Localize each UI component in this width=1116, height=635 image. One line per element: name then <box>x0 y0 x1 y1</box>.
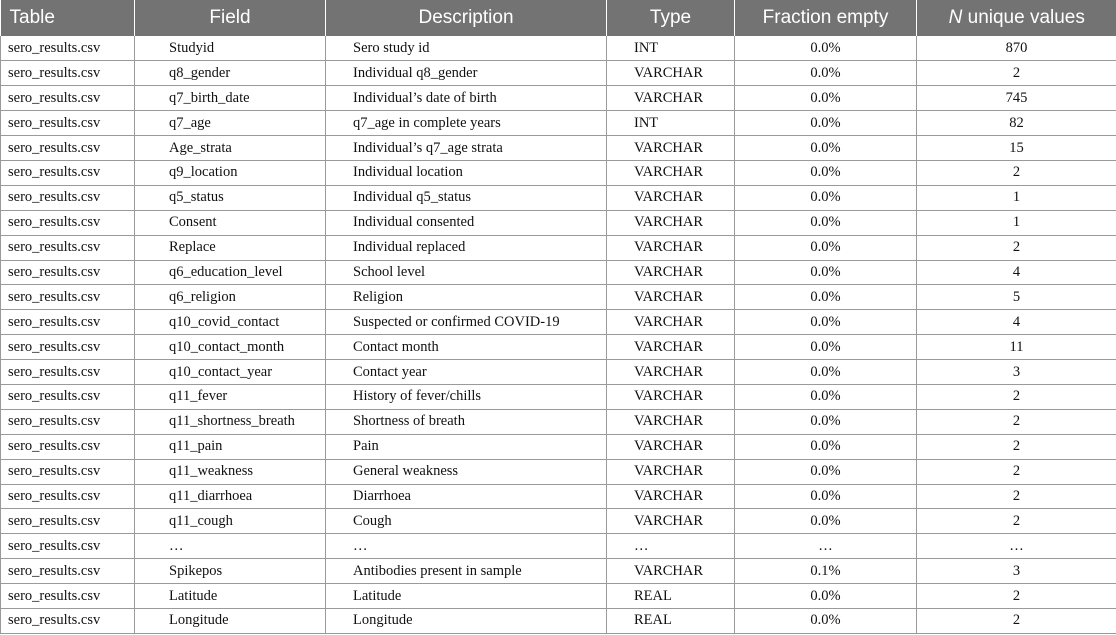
table-row <box>1 409 1116 434</box>
cell-type: VARCHAR <box>607 409 735 434</box>
header-table: Table <box>1 0 135 36</box>
cell-table-name: sero_results.csv <box>1 459 135 484</box>
table-row <box>1 534 1116 559</box>
table-row <box>1 136 1116 161</box>
cell-n-unique: 2 <box>917 484 1116 509</box>
cell-type: INT <box>607 36 735 61</box>
cell-type: VARCHAR <box>607 384 735 409</box>
cell-field: Latitude <box>135 584 326 609</box>
cell-table-name: sero_results.csv <box>1 484 135 509</box>
cell-type: VARCHAR <box>607 360 735 385</box>
cell-fraction-empty: 0.0% <box>735 459 917 484</box>
cell-table-name: sero_results.csv <box>1 384 135 409</box>
cell-n-unique: 2 <box>917 509 1116 534</box>
cell-table-name: sero_results.csv <box>1 260 135 285</box>
cell-fraction-empty: 0.0% <box>735 185 917 210</box>
cell-n-unique: 2 <box>917 160 1116 185</box>
cell-n-unique: 15 <box>917 136 1116 161</box>
cell-field: q10_contact_year <box>135 360 326 385</box>
cell-description: Individual consented <box>326 210 607 235</box>
table-row <box>1 434 1116 459</box>
cell-table-name: sero_results.csv <box>1 608 135 633</box>
cell-n-unique: 3 <box>917 559 1116 584</box>
cell-fraction-empty: 0.0% <box>735 260 917 285</box>
cell-type: VARCHAR <box>607 185 735 210</box>
cell-n-unique: 2 <box>917 61 1116 86</box>
cell-n-unique: 870 <box>917 36 1116 61</box>
cell-field: q6_education_level <box>135 260 326 285</box>
cell-fraction-empty: 0.0% <box>735 608 917 633</box>
cell-type: VARCHAR <box>607 310 735 335</box>
cell-description: History of fever/chills <box>326 384 607 409</box>
cell-n-unique: 2 <box>917 384 1116 409</box>
cell-fraction-empty: 0.0% <box>735 484 917 509</box>
cell-type: VARCHAR <box>607 136 735 161</box>
header-n-letter: N <box>948 7 963 28</box>
cell-description: Sero study id <box>326 36 607 61</box>
cell-field: q11_diarrhoea <box>135 484 326 509</box>
cell-fraction-empty: 0.0% <box>735 384 917 409</box>
cell-field: q11_pain <box>135 434 326 459</box>
cell-fraction-empty: … <box>735 534 917 559</box>
cell-type: VARCHAR <box>607 235 735 260</box>
header-type: Type <box>607 0 735 36</box>
cell-table-name: sero_results.csv <box>1 86 135 111</box>
table-row <box>1 260 1116 285</box>
cell-description: Shortness of breath <box>326 409 607 434</box>
cell-type: VARCHAR <box>607 210 735 235</box>
cell-n-unique: 2 <box>917 409 1116 434</box>
table-row <box>1 608 1116 633</box>
cell-fraction-empty: 0.1% <box>735 559 917 584</box>
cell-type: VARCHAR <box>607 459 735 484</box>
cell-type: VARCHAR <box>607 285 735 310</box>
cell-table-name: sero_results.csv <box>1 61 135 86</box>
cell-fraction-empty: 0.0% <box>735 360 917 385</box>
cell-fraction-empty: 0.0% <box>735 235 917 260</box>
cell-description: School level <box>326 260 607 285</box>
table-row <box>1 360 1116 385</box>
cell-type: VARCHAR <box>607 434 735 459</box>
cell-field: q11_cough <box>135 509 326 534</box>
cell-field: Spikepos <box>135 559 326 584</box>
cell-table-name: sero_results.csv <box>1 136 135 161</box>
cell-fraction-empty: 0.0% <box>735 36 917 61</box>
cell-field: q10_contact_month <box>135 335 326 360</box>
table-row <box>1 459 1116 484</box>
cell-description: Individual’s q7_age strata <box>326 136 607 161</box>
cell-fraction-empty: 0.0% <box>735 509 917 534</box>
cell-n-unique: 2 <box>917 434 1116 459</box>
cell-field: q6_religion <box>135 285 326 310</box>
cell-n-unique: 1 <box>917 185 1116 210</box>
cell-n-unique: 5 <box>917 285 1116 310</box>
cell-description: Cough <box>326 509 607 534</box>
cell-description: General weakness <box>326 459 607 484</box>
table-row <box>1 111 1116 136</box>
cell-field: … <box>135 534 326 559</box>
cell-field: q8_gender <box>135 61 326 86</box>
table-header <box>1 0 1116 36</box>
cell-field: q9_location <box>135 160 326 185</box>
cell-fraction-empty: 0.0% <box>735 86 917 111</box>
table-row <box>1 210 1116 235</box>
cell-table-name: sero_results.csv <box>1 509 135 534</box>
header-unique-values-text: unique values <box>962 7 1085 28</box>
cell-type: VARCHAR <box>607 559 735 584</box>
cell-table-name: sero_results.csv <box>1 160 135 185</box>
cell-table-name: sero_results.csv <box>1 310 135 335</box>
cell-table-name: sero_results.csv <box>1 434 135 459</box>
cell-fraction-empty: 0.0% <box>735 310 917 335</box>
cell-table-name: sero_results.csv <box>1 335 135 360</box>
header-description: Description <box>326 0 607 36</box>
table-body <box>1 36 1116 633</box>
cell-type: … <box>607 534 735 559</box>
cell-description: Suspected or confirmed COVID-19 <box>326 310 607 335</box>
cell-type: VARCHAR <box>607 61 735 86</box>
cell-field: q7_birth_date <box>135 86 326 111</box>
table-row <box>1 310 1116 335</box>
cell-fraction-empty: 0.0% <box>735 111 917 136</box>
cell-table-name: sero_results.csv <box>1 409 135 434</box>
cell-table-name: sero_results.csv <box>1 285 135 310</box>
table-row <box>1 36 1116 61</box>
cell-type: INT <box>607 111 735 136</box>
cell-table-name: sero_results.csv <box>1 584 135 609</box>
cell-description: Religion <box>326 285 607 310</box>
cell-table-name: sero_results.csv <box>1 534 135 559</box>
cell-fraction-empty: 0.0% <box>735 409 917 434</box>
cell-description: Longitude <box>326 608 607 633</box>
cell-field: Studyid <box>135 36 326 61</box>
cell-field: Consent <box>135 210 326 235</box>
cell-description: … <box>326 534 607 559</box>
cell-field: q5_status <box>135 185 326 210</box>
cell-field: Longitude <box>135 608 326 633</box>
cell-n-unique: 1 <box>917 210 1116 235</box>
cell-field: q10_covid_contact <box>135 310 326 335</box>
cell-field: q7_age <box>135 111 326 136</box>
cell-description: Individual location <box>326 160 607 185</box>
cell-fraction-empty: 0.0% <box>735 335 917 360</box>
cell-type: VARCHAR <box>607 335 735 360</box>
cell-n-unique: 3 <box>917 360 1116 385</box>
cell-n-unique: … <box>917 534 1116 559</box>
table-row <box>1 61 1116 86</box>
cell-table-name: sero_results.csv <box>1 210 135 235</box>
cell-description: Individual’s date of birth <box>326 86 607 111</box>
cell-table-name: sero_results.csv <box>1 235 135 260</box>
cell-description: Individual replaced <box>326 235 607 260</box>
cell-description: Individual q5_status <box>326 185 607 210</box>
table-row <box>1 384 1116 409</box>
cell-n-unique: 4 <box>917 260 1116 285</box>
cell-fraction-empty: 0.0% <box>735 584 917 609</box>
cell-description: Contact month <box>326 335 607 360</box>
table-row <box>1 484 1116 509</box>
cell-fraction-empty: 0.0% <box>735 210 917 235</box>
cell-description: Pain <box>326 434 607 459</box>
cell-n-unique: 4 <box>917 310 1116 335</box>
header-row <box>1 0 1116 36</box>
cell-field: q11_shortness_breath <box>135 409 326 434</box>
cell-type: VARCHAR <box>607 260 735 285</box>
cell-fraction-empty: 0.0% <box>735 136 917 161</box>
cell-field: Age_strata <box>135 136 326 161</box>
cell-type: VARCHAR <box>607 509 735 534</box>
table-row <box>1 185 1116 210</box>
cell-table-name: sero_results.csv <box>1 559 135 584</box>
cell-n-unique: 2 <box>917 608 1116 633</box>
cell-fraction-empty: 0.0% <box>735 61 917 86</box>
cell-type: VARCHAR <box>607 160 735 185</box>
header-field: Field <box>135 0 326 36</box>
cell-fraction-empty: 0.0% <box>735 285 917 310</box>
cell-type: VARCHAR <box>607 484 735 509</box>
table-row <box>1 559 1116 584</box>
header-fraction-empty: Fraction empty <box>735 0 917 36</box>
cell-description: Individual q8_gender <box>326 61 607 86</box>
table-row <box>1 285 1116 310</box>
cell-description: Contact year <box>326 360 607 385</box>
table-row <box>1 160 1116 185</box>
cell-table-name: sero_results.csv <box>1 36 135 61</box>
cell-n-unique: 11 <box>917 335 1116 360</box>
cell-description: Antibodies present in sample <box>326 559 607 584</box>
table-row <box>1 509 1116 534</box>
cell-n-unique: 2 <box>917 459 1116 484</box>
cell-table-name: sero_results.csv <box>1 360 135 385</box>
cell-field: q11_weakness <box>135 459 326 484</box>
cell-n-unique: 2 <box>917 235 1116 260</box>
table-row <box>1 584 1116 609</box>
cell-n-unique: 2 <box>917 584 1116 609</box>
table-row <box>1 235 1116 260</box>
cell-n-unique: 745 <box>917 86 1116 111</box>
cell-description: q7_age in complete years <box>326 111 607 136</box>
cell-field: q11_fever <box>135 384 326 409</box>
cell-type: REAL <box>607 584 735 609</box>
table-row <box>1 335 1116 360</box>
table-row <box>1 86 1116 111</box>
cell-field: Replace <box>135 235 326 260</box>
cell-type: REAL <box>607 608 735 633</box>
cell-fraction-empty: 0.0% <box>735 434 917 459</box>
cell-table-name: sero_results.csv <box>1 111 135 136</box>
cell-fraction-empty: 0.0% <box>735 160 917 185</box>
cell-type: VARCHAR <box>607 86 735 111</box>
cell-table-name: sero_results.csv <box>1 185 135 210</box>
cell-description: Diarrhoea <box>326 484 607 509</box>
cell-n-unique: 82 <box>917 111 1116 136</box>
header-n-unique-values <box>917 0 1116 36</box>
cell-description: Latitude <box>326 584 607 609</box>
